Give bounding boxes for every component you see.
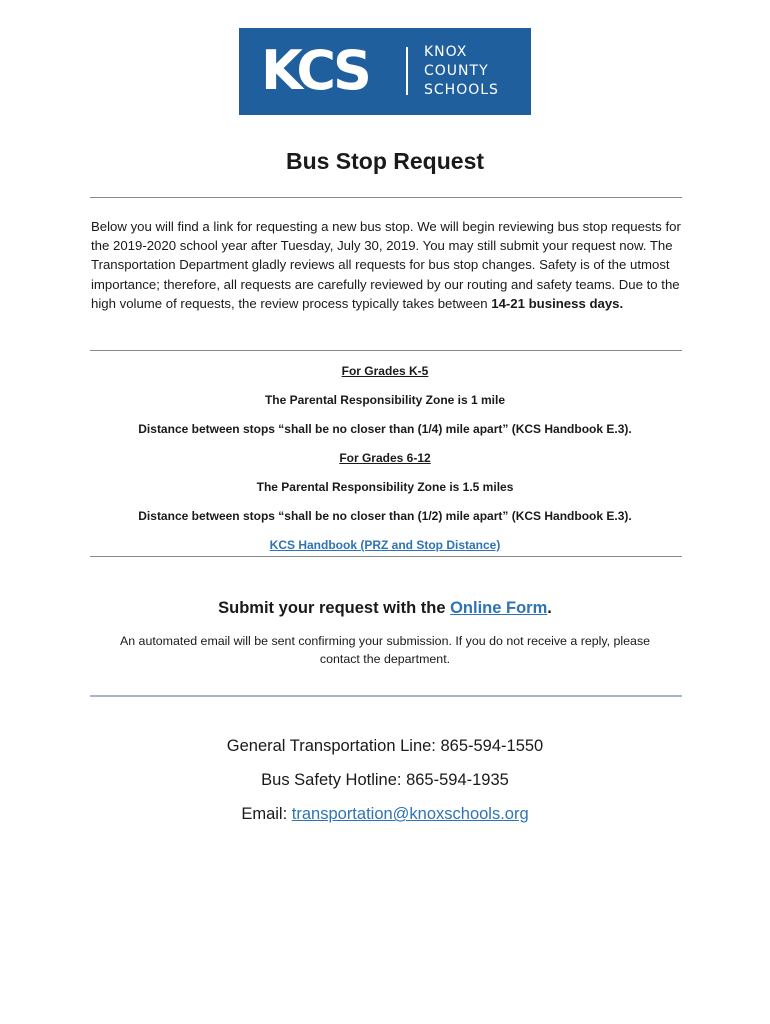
page-title: Bus Stop Request	[285, 148, 485, 174]
intro-paragraph	[91, 217, 686, 313]
divider-top	[90, 197, 682, 198]
submit-prefix: Submit your request with the	[218, 599, 451, 617]
zone-grades-6-12: The Parental Responsibility Zone is 1.5 miles	[256, 480, 514, 494]
logo-divider	[406, 47, 408, 95]
confirmation-note: An automated email will be sent confirming your submission. If you do not receive a reply, please contact the department.	[119, 634, 651, 666]
logo-wordmark	[424, 43, 524, 100]
distance-grades-6-12: Distance between stops “shall be no closer than (1/2) mile apart” (KCS Handbook E.3).	[138, 509, 632, 523]
handbook-link[interactable]: KCS Handbook (PRZ and Stop Distance)	[269, 538, 501, 552]
intro-text: Below you will find a link for requesting a new bus stop. We will begin reviewing bus stop requests for the 2019-2020 school year after Tuesday, July 30, 2019. You may still submit your request now. The Transportation Department gladly reviews all requests for bus stop changes. Safety is of the utmost importance; therefore, all requests are carefully reviewed by our routing and safety teams. Due to the high volume of requests, the review process typically takes between	[91, 219, 681, 311]
general-transportation-line: General Transportation Line: 865-594-1550	[226, 737, 544, 755]
distance-grades-k5: Distance between stops “shall be no closer than (1/4) mile apart” (KCS Handbook E.3).	[138, 422, 632, 436]
heading-grades-k5: For Grades K-5	[341, 364, 429, 378]
email-link[interactable]: transportation@knoxschools.org	[291, 805, 529, 823]
online-form-link[interactable]: Online Form	[450, 599, 548, 617]
submit-heading	[0, 599, 770, 618]
handbook-link-row	[0, 538, 770, 552]
logo-line-knox: KNOX	[424, 44, 468, 60]
intro-bold-duration: 14-21 business days.	[491, 295, 624, 311]
divider-grades	[90, 350, 682, 351]
email-row	[0, 805, 770, 824]
zone-grades-k5: The Parental Responsibility Zone is 1 mile	[264, 393, 506, 407]
heading-grades-6-12: For Grades 6-12	[339, 451, 431, 465]
logo-line-schools: SCHOOLS	[424, 82, 499, 98]
logo-line-county: COUNTY	[424, 63, 489, 79]
kcs-logo	[239, 28, 531, 115]
divider-submit	[90, 556, 682, 557]
submit-suffix: .	[547, 599, 552, 617]
logo-mark: KCS	[261, 39, 368, 102]
divider-contact	[90, 695, 682, 697]
bus-safety-hotline: Bus Safety Hotline: 865-594-1935	[261, 771, 509, 789]
email-label: Email:	[241, 805, 292, 823]
